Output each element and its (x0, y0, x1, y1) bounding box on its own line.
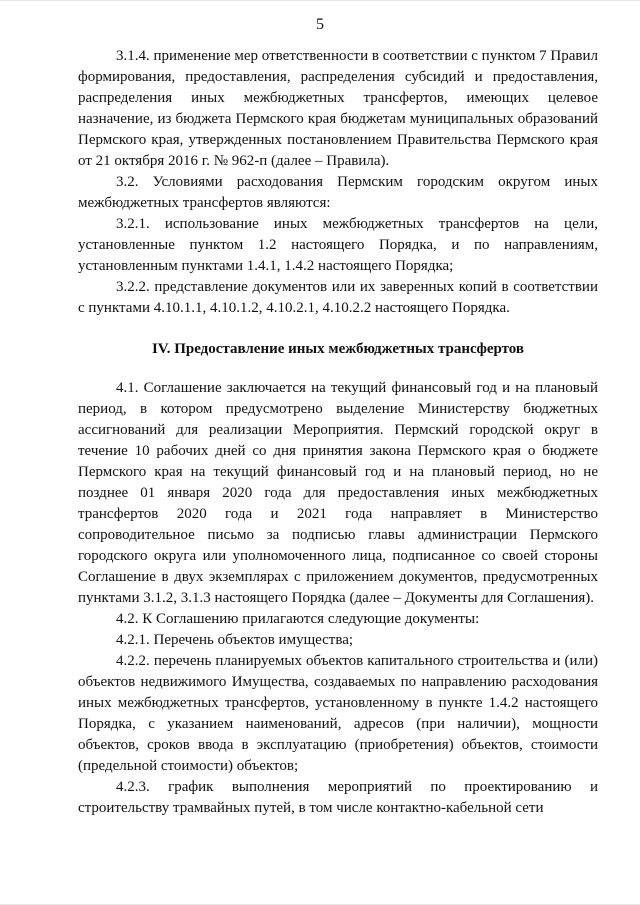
paragraph-4-1: 4.1. Соглашение заключается на текущий финансовый год и на плановый период, в котором предусмотрено выделение Министерству бюджетных ассигнований для реализации Мероприятия. Пермский городской округ в течение 10 рабочих дней со дня принятия закона Пермского края о бюджете Пермского края на текущий финансовый год и на плановый период, но не позднее 01 января 2020 года для предоставления иных межбюджетных трансфертов 2020 года и 2021 года направляет в Министерство сопроводительное письмо за подписью главы администрации Пермского городского округа или уполномоченного лица, подписанное со своей стороны Соглашение в двух экземплярах с приложением документов, предусмотренных пунктами 3.1.2, 3.1.3 настоящего Порядка (далее – Документы для Соглашения). (78, 380, 598, 606)
paragraph-4-2-3: 4.2.3. график выполнения мероприятий по проектированию и строительству трамвайных путей, в том числе контактно-кабельной сети (78, 779, 598, 816)
paragraph-4-2-1: 4.2.1. Перечень объектов имущества; (116, 632, 354, 648)
paragraph-3-2: 3.2. Условиями расходования Пермским городским округом иных межбюджетных трансфертов являются: (78, 174, 598, 211)
document-body (78, 46, 598, 819)
paragraph-4-2-2: 4.2.2. перечень планируемых объектов капитального строительства и (или) объектов недвижимого Имущества, создаваемых по направлению расходования иных межбюджетных трансфертов, установленному в пункте 1.4.2 настоящего Порядка, с указанием наименований, адресов (при наличии), мощности объектов, сроков ввода в эксплуатацию (приобретения) объектов, стоимости (предельной стоимости) объектов; (78, 653, 598, 774)
page-number: 5 (316, 16, 324, 33)
section-heading: IV. Предоставление иных межбюджетных трансфертов (151, 341, 525, 357)
page-top-edge (0, 0, 640, 1)
paragraph-3-1-4: 3.1.4. применение мер ответственности в соответствии с пунктом 7 Правил формирования, предоставления, распределения субсидий и предоставления, распределения иных межбюджетных трансфертов, имеющих целевое назначение, из бюджета Пермского края бюджетам муниципальных образований Пермского края, утвержденных постановлением Правительства Пермского края от 21 октября 2016 г. № 962-п (далее – Правила). (78, 48, 598, 169)
paragraph-3-2-2: 3.2.2. представление документов или их заверенных копий в соответствии с пунктами 4.10.1.1, 4.10.1.2, 4.10.2.1, 4.10.2.2 настоящего Порядка. (78, 279, 598, 316)
paragraph-4-2: 4.2. К Соглашению прилагаются следующие документы: (116, 611, 480, 627)
paragraph-3-2-1: 3.2.1. использование иных межбюджетных трансфертов на цели, установленные пунктом 1.2 настоящего Порядка, и по направлениям, установленным пунктами 1.4.1, 1.4.2 настоящего Порядка; (78, 216, 598, 274)
